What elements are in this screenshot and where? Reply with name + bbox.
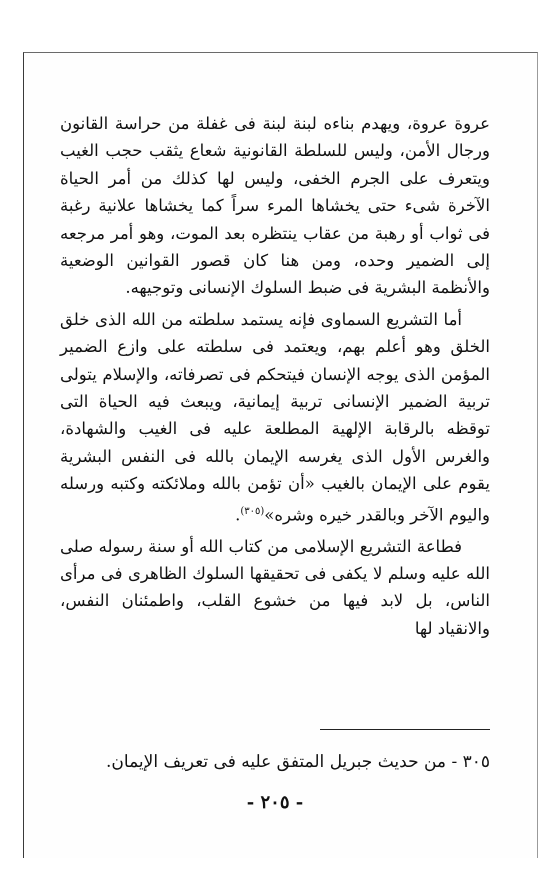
footnote-separator [320, 729, 490, 730]
footnote-reference: (٣٠٥) [240, 505, 265, 517]
main-text [60, 110, 490, 642]
page-number: - ٢٠٥ - [246, 792, 304, 813]
paragraph-2-text: أما التشريع السماوى فإنه يستمد سلطته من الله الذى خلق الخلق وهو أعلم بهم، ويعتمد فى سلطته على وازع الضمير المؤمن الذى يوجه الإنسان فيتحكم فى تصرفاته، والإسلام يتولى تربية الضمير الإنسانى تربية إيمانية، ويبعث فيه الحياة التى توقظه بالرقابة الإلهية المطلعة عليه فى الغيب والشهادة، والغرس الأول الذى يغرسه الإيمان بالله فى النفس البشرية يقوم على الإيمان بالغيب «أن تؤمن بالله وملائكته وكتبه ورسله واليوم الآخر وبالقدر خيره وشره» [60, 309, 490, 525]
paragraph-2: أما التشريع السماوى فإنه يستمد سلطته من الله الذى خلق الخلق وهو أعلم بهم، ويعتمد فى سلطته على وازع الضمير المؤمن الذى يوجه الإنسان فيتحكم فى تصرفاته، والإسلام يتولى تربية الضمير الإنسانى تربية إيمانية، ويبعث فيه الحياة التى توقظه بالرقابة الإلهية المطلعة عليه فى الغيب والشهادة، والغرس الأول الذى يغرسه الإيمان بالله فى النفس البشرية يقوم على الإيمان بالغيب «أن تؤمن بالله وملائكته وكتبه ورسله واليوم الآخر وبالقدر خيره وشره»$^{(٣٠٥)}$. [60, 309, 490, 525]
paragraph-3 [60, 533, 490, 643]
footnote-number: ٣٠٥ - [451, 752, 490, 772]
paragraph-1 [60, 110, 490, 302]
paragraph-1-text: عروة عروة، ويهدم بناءه لبنة لبنة فى غفلة من حراسة القانون ورجال الأمن، وليس للسلطة القانونية شعاع يثقب حجب الغيب ويتعرف على الجرم الخفى، وليس لها كذلك من أمر الحياة الآخرة شىء حتى يخشاها المرء سراً كما يخشاها علانية رغبة فى ثواب أو رهبة من عقاب ينتظره بعد الموت، وهو أمر مرجعه إلى الضمير وحده، ومن هنا كان قصور القوانين الوضعية والأنظمة البشرية فى ضبط السلوك الإنسانى وتوجيهه. [60, 114, 490, 298]
footnote-text: من حديث جبريل المتفق عليه فى تعريف الإيمان. [106, 752, 447, 772]
paragraph-3-text: فطاعة التشريع الإسلامى من كتاب الله أو سنة رسوله صلى الله عليه وسلم لا يكفى فى تحقيقها السلوك الظاهرى فى مرأى الناس، بل لابد فيها من خشوع القلب، واطمئنان النفس، والانقياد لها [60, 536, 490, 638]
footnote [70, 748, 490, 776]
